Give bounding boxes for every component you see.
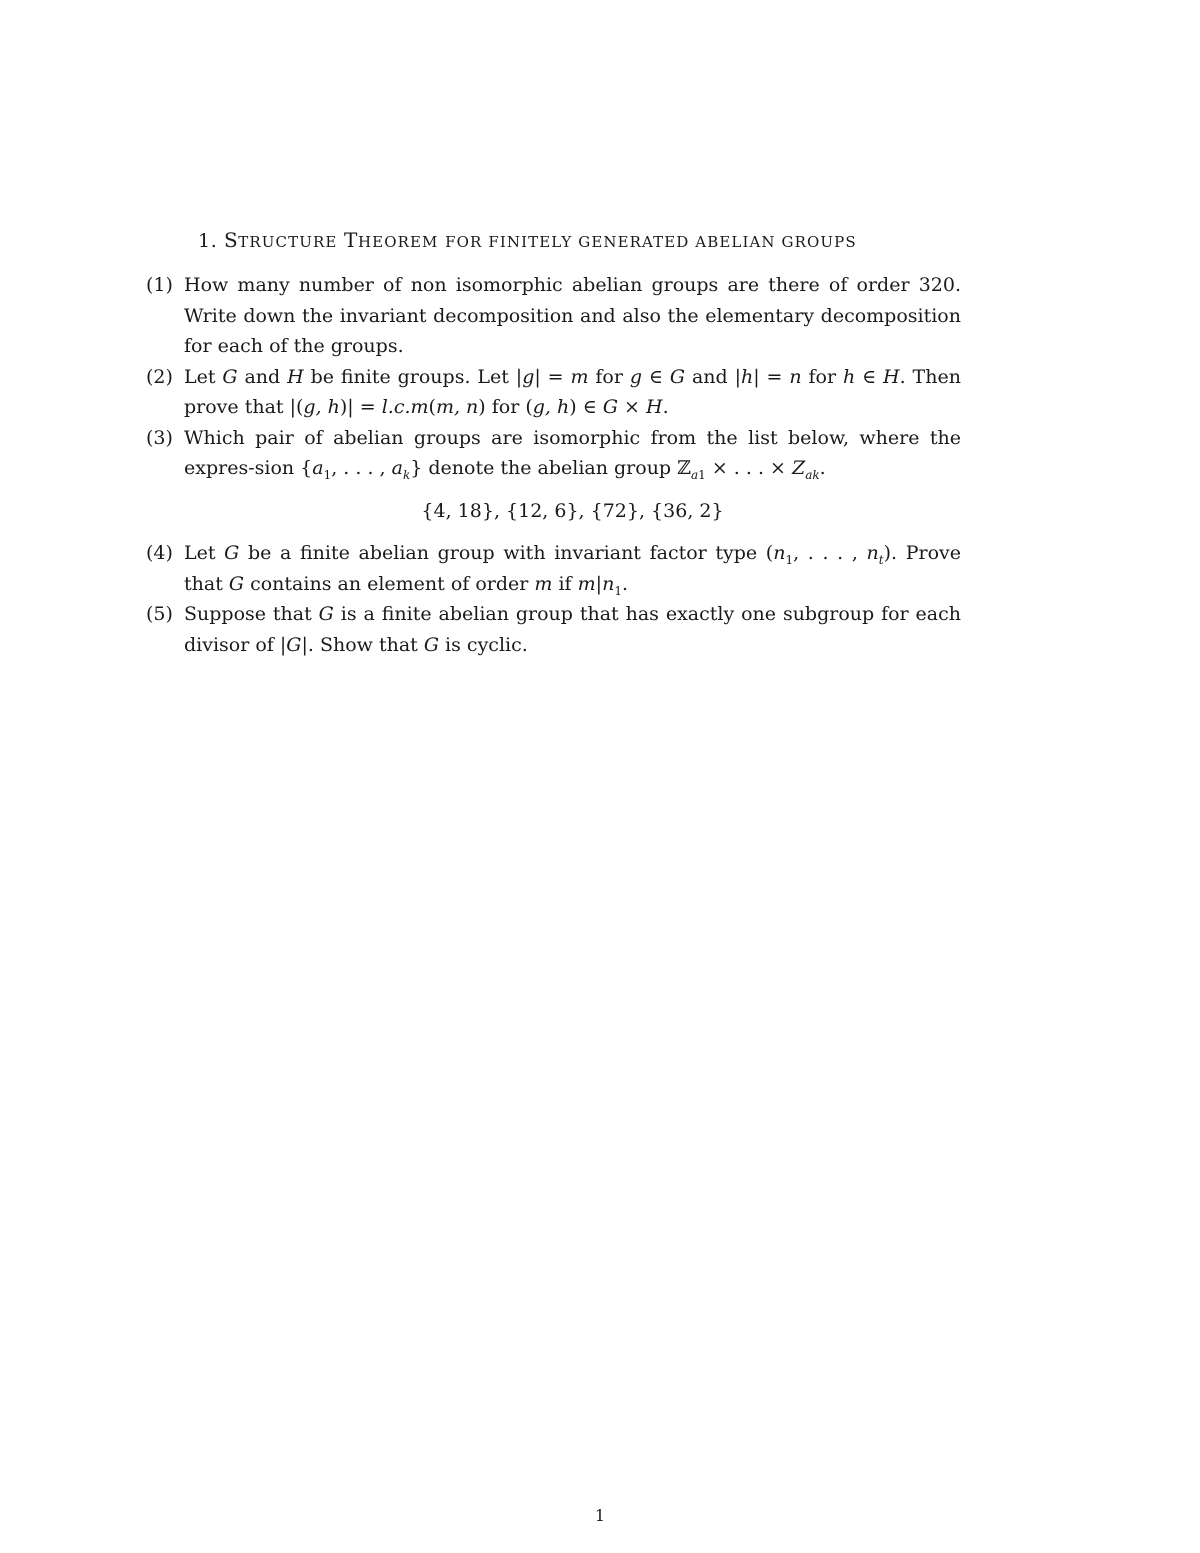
problem-number: (1) bbox=[146, 274, 173, 296]
display-equation: {4, 18}, {12, 6}, {72}, {36, 2} bbox=[421, 499, 724, 522]
problem-4 bbox=[146, 538, 961, 599]
problem-number: (2) bbox=[146, 365, 173, 388]
problem-text: Which pair of abelian groups are isomorphic from the list below, where the expres-sion {$a_1$, . . . , $a_k$} denote the abelian group ℤ$_{a1}$ × . . . × $Z_{ak}$. bbox=[184, 426, 961, 482]
problem-text: How many number of non isomorphic abelian groups are there of order 320. Write down the invariant decomposition and also the elementary decomposition for each of the groups. bbox=[184, 274, 961, 357]
problem-text: Let G and H be finite groups. Let |g| = m for g ∈ G and |h| = n for h ∈ H. Then prove that |(g, h)| = l.c.m(m, n) for (g, h) ∈ G × H. bbox=[184, 365, 961, 418]
problem-1 bbox=[146, 270, 961, 362]
problem-3 bbox=[146, 423, 961, 484]
section-number: 1. bbox=[198, 230, 218, 252]
problem-number: (5) bbox=[146, 603, 173, 625]
problem-number: (3) bbox=[146, 426, 173, 449]
problem-text: Let G be a finite abelian group with invariant factor type ($n_1$, . . . , $n_t$). Prove that G contains an element of order m if $m|n_1$. bbox=[184, 542, 961, 598]
problem-number: (4) bbox=[146, 542, 173, 564]
problem-2 bbox=[146, 362, 961, 423]
problem-5 bbox=[146, 599, 961, 660]
problem-text: Suppose that G is a finite abelian group that has exactly one subgroup for each divisor of |G|. Show that G is cyclic. bbox=[184, 603, 961, 656]
problem-list bbox=[146, 270, 961, 660]
page-number: 1 bbox=[594, 1506, 606, 1525]
section-heading: 1. STRUCTURE THEOREM FOR FINITELY GENERATED ABELIAN GROUPS bbox=[198, 228, 857, 252]
